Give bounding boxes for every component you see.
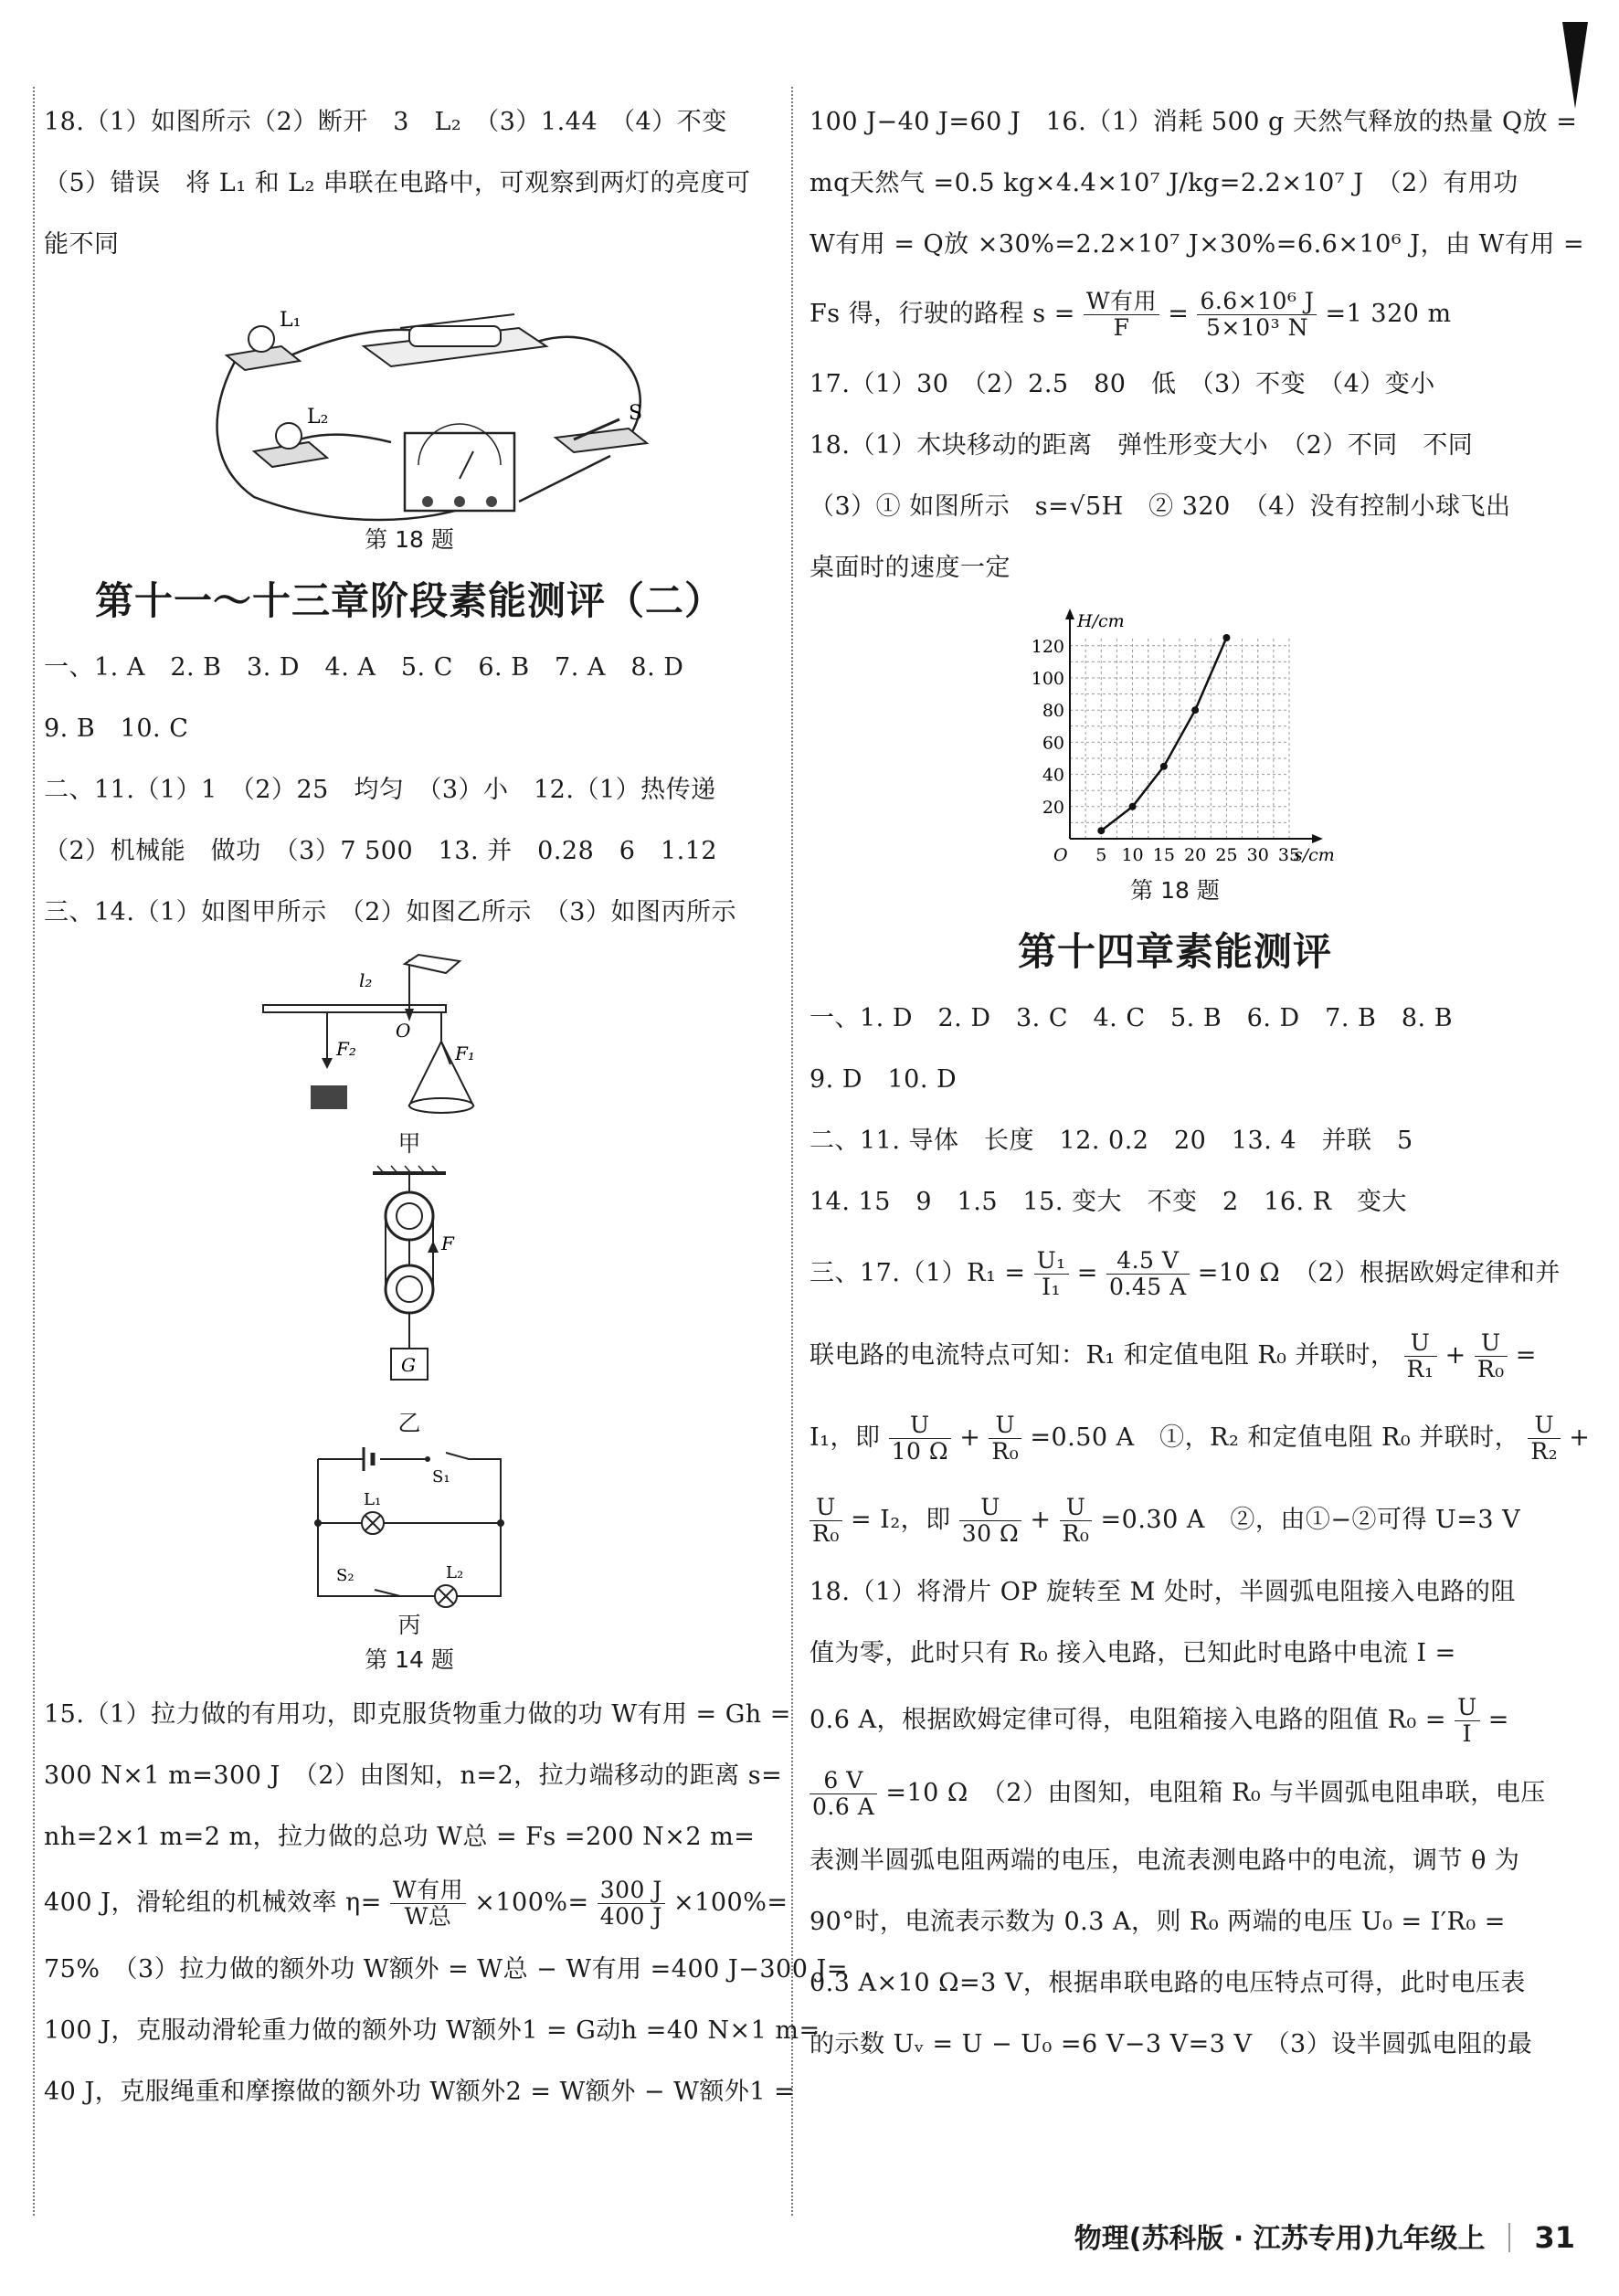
frac-num: 6.6×10⁶ J	[1197, 289, 1317, 315]
q15-line2: 300 N×1 m=300 J （2）由图知，n=2，拉力端移动的距离 s=	[44, 1762, 783, 1790]
q18-answers-1: 18.（1）木块移动的距离 弹性形变大小 （2）不同 不同	[810, 431, 1474, 460]
origin-label: O	[1053, 845, 1068, 865]
y-axis-label: H/cm	[1077, 611, 1125, 631]
frac-num: U	[959, 1495, 1022, 1521]
caption-fig18-right: 第 18 题	[1130, 877, 1220, 904]
q17-answers: 17.（1）30 （2）2.5 80 低 （3）不变 （4）变小	[810, 370, 1435, 398]
circuit-figure-bing	[309, 1445, 510, 1605]
q17-line1	[810, 1233, 1561, 1315]
fraction-u-r0-d	[1060, 1495, 1093, 1547]
y-tick-label: 60	[1042, 733, 1064, 754]
q17-line2	[810, 1315, 1540, 1397]
caption-bing: 丙	[397, 1612, 421, 1638]
q18-line8-ch14: 的示数 Uᵥ = U − U₀ =6 V−3 V=3 V （3）设半圆弧电阻的最	[810, 2030, 1533, 2058]
data-point	[1222, 634, 1230, 641]
frac-den: R₀	[991, 1438, 1020, 1465]
frac-num: W有用	[1084, 289, 1159, 315]
q15-times-2: ×100%=	[673, 1889, 788, 1917]
label-l1-bing: L₁	[364, 1490, 382, 1509]
q17-3-rest: =0.50 A ①，R₂ 和定值电阻 R₀ 并联时，	[1030, 1423, 1520, 1452]
pulley-figure	[336, 1166, 482, 1403]
fraction-u-30	[959, 1495, 1022, 1547]
q15-line5: 75% （3）拉力做的额外功 W额外 = W总 − W有用 =400 J−300 J=	[44, 1955, 848, 1984]
left-margin-line	[33, 87, 35, 2216]
data-point	[1129, 803, 1137, 810]
fill-answers-1: 二、11.（1）1 （2）25 均匀 （3）小 12.（1）热传递	[44, 776, 716, 804]
label-s2: S₂	[336, 1566, 354, 1585]
frac-num: U	[1475, 1330, 1508, 1357]
fraction-u-r0-b	[989, 1413, 1021, 1465]
caption-fig18: 第 18 题	[365, 526, 454, 553]
label-f: F	[441, 1233, 454, 1254]
frac-den: R₁	[1406, 1356, 1434, 1382]
q18-3-eq: =	[1487, 1706, 1509, 1734]
r-line3: W有用 = Q放 ×30%=2.2×10⁷ J×30%=6.6×10⁶ J，由 W有用 =	[810, 230, 1585, 259]
data-point	[1097, 827, 1105, 834]
fraction-w-f	[1084, 289, 1159, 341]
mc-answers-2: 9. B 10. C	[44, 714, 189, 743]
fraction-u-r0	[1475, 1330, 1508, 1382]
frac-num: 4.5 V	[1106, 1248, 1190, 1275]
fraction-values	[1197, 289, 1317, 341]
fraction-u-r1	[1404, 1330, 1437, 1382]
x-tick-label: 25	[1215, 845, 1238, 865]
page-number: 31	[1534, 2220, 1575, 2255]
page-footer	[1074, 2216, 1575, 2256]
frac-den: W总	[404, 1903, 452, 1930]
y-tick-label: 120	[1031, 636, 1064, 657]
frac-num: U	[889, 1413, 952, 1439]
q18-line3-ch14	[810, 1684, 1540, 1757]
r-line1: 100 J−40 J=60 J 16.（1）消耗 500 g 天然气释放的热量 Q放 =	[810, 108, 1578, 136]
caption-fig14: 第 14 题	[365, 1646, 454, 1673]
q17-4-text: = I₂，即	[850, 1506, 951, 1534]
frac-num: 6 V	[810, 1768, 877, 1794]
frac-den: R₂	[1530, 1438, 1559, 1465]
label-f1: F₁	[455, 1042, 475, 1064]
q18-line3: 能不同	[44, 230, 120, 259]
y-tick-label: 20	[1042, 797, 1064, 818]
q17-2-plus: +	[1444, 1341, 1466, 1370]
data-point	[1160, 763, 1168, 770]
q17-4-rest: =0.30 A ②，由①−②可得 U=3 V	[1100, 1506, 1521, 1534]
ch14-fill-2: 14. 15 9 1.5 15. 变大 不变 2 16. R 变大	[810, 1188, 1408, 1216]
q18-answers-2: （3）① 如图所示 s=√5H ② 320 （4）没有控制小球飞出	[810, 492, 1511, 521]
x-tick-label: 15	[1152, 845, 1175, 865]
circuit-figure-18	[153, 282, 665, 520]
book-title: 物理(苏科版 · 江苏专用)九年级上	[1074, 2223, 1486, 2255]
r-line2: mq天然气 =0.5 kg×4.4×10⁷ J/kg=2.2×10⁷ J （2）有用功	[810, 169, 1518, 197]
q15-line1: 15.（1）拉力做的有用功，即克服货物重力做的功 W有用 = Gh =	[44, 1700, 791, 1729]
x-tick-label: 20	[1184, 845, 1207, 865]
label-f2: F₂	[336, 1038, 356, 1060]
q17-line3	[810, 1397, 1591, 1479]
y-tick-label: 100	[1031, 669, 1064, 689]
y-tick-label: 80	[1042, 701, 1064, 722]
column-divider	[791, 87, 793, 2216]
lever-figure	[263, 950, 556, 1124]
r4-text: Fs 得，行驶的路程 s =	[810, 300, 1075, 328]
fraction-w-ratio	[390, 1878, 466, 1930]
q18-line2: （5）错误 将 L₁ 和 L₂ 串联在电路中，可观察到两灯的亮度可	[44, 169, 751, 197]
label-o: O	[396, 1020, 411, 1042]
frac-den: 0.6 A	[812, 1793, 875, 1820]
q17-2-eq: =	[1515, 1341, 1537, 1370]
ch14-mc-2: 9. D 10. D	[810, 1065, 958, 1094]
label-l1: L₁	[280, 309, 302, 332]
footer-separator	[1508, 2223, 1510, 2252]
q17-3-plus2: +	[1569, 1423, 1591, 1452]
frac-den: R₀	[1476, 1356, 1505, 1382]
q18-line5-ch14: 表测半圆弧电阻两端的电压，电流表测电路中的电流，调节 θ 为	[810, 1846, 1520, 1875]
frac-num: U	[1404, 1330, 1437, 1357]
fraction-u-r2	[1528, 1413, 1561, 1465]
frac-num: W有用	[390, 1878, 466, 1904]
x-axis-label: s/cm	[1294, 845, 1335, 865]
frac-den: 30 Ω	[961, 1520, 1020, 1547]
frac-num: U	[989, 1413, 1021, 1439]
y-tick-label: 40	[1042, 765, 1064, 786]
r4-result: =1 320 m	[1325, 300, 1452, 328]
caption-jia: 甲	[397, 1130, 421, 1157]
corner-mark	[1562, 22, 1588, 109]
q15-times: ×100%=	[474, 1889, 589, 1917]
x-tick-label: 10	[1121, 845, 1144, 865]
x-tick-label: 30	[1246, 845, 1269, 865]
mc-answers-1: 一、1. A 2. B 3. D 4. A 5. C 6. B 7. A 8. D	[44, 653, 684, 682]
frac-den: I₁	[1042, 1274, 1062, 1300]
q18-line1-ch14: 18.（1）将滑片 OP 旋转至 M 处时，半圆弧电阻接入电路的阻	[810, 1578, 1516, 1606]
label-l2: L₂	[307, 406, 329, 429]
q17-line4	[810, 1479, 1540, 1561]
caption-yi: 乙	[397, 1410, 421, 1436]
frac-den: 5×10³ N	[1205, 314, 1308, 341]
q18-line2-ch14: 值为零，此时只有 R₀ 接入电路，已知此时电路中电流 I =	[810, 1639, 1456, 1667]
frac-num: U	[1528, 1413, 1561, 1439]
fraction-u-10	[889, 1413, 952, 1465]
fraction-u1-i1	[1034, 1248, 1069, 1300]
fraction-u-r0-c	[810, 1495, 842, 1547]
q17-3-text: I₁，即	[810, 1423, 881, 1452]
label-s1: S₁	[432, 1467, 450, 1487]
h-s-chart	[1020, 606, 1335, 871]
fraction-6v	[810, 1768, 877, 1820]
q18-line1: 18.（1）如图所示（2）断开 3 L₂ （3）1.44 （4）不变	[44, 108, 727, 136]
drawing-answers: 三、14.（1）如图甲所示 （2）如图乙所示 （3）如图丙所示	[44, 898, 736, 926]
q17-4-plus: +	[1030, 1506, 1052, 1534]
r-line4	[810, 275, 1540, 354]
q17-2-text: 联电路的电流特点可知：R₁ 和定值电阻 R₀ 并联时，	[810, 1341, 1396, 1370]
x-axis-arrow	[1312, 834, 1323, 843]
label-g: G	[401, 1354, 416, 1376]
frac-den: 10 Ω	[891, 1438, 949, 1465]
frac-den: I	[1462, 1720, 1473, 1747]
ch14-mc-1: 一、1. D 2. D 3. C 4. C 5. B 6. D 7. B 8. B	[810, 1004, 1454, 1032]
data-point	[1191, 706, 1199, 714]
q18-line7-ch14: 0.3 A×10 Ω=3 V，根据串联电路的电压特点可得，此时电压表	[810, 1969, 1526, 1997]
q18-3-text: 0.6 A，根据欧姆定律可得，电阻箱接入电路的阻值 R₀ =	[810, 1706, 1446, 1734]
q17-3-plus: +	[959, 1423, 981, 1452]
frac-num: U	[1060, 1495, 1093, 1521]
q18-line4-ch14	[810, 1757, 1546, 1830]
q15-efficiency-text: 400 J，滑轮组的机械效率 η=	[44, 1889, 382, 1917]
label-l2-bing: L₂	[446, 1563, 464, 1582]
frac-num: U	[1455, 1695, 1480, 1721]
frac-num: U₁	[1034, 1248, 1069, 1275]
frac-num: U	[810, 1495, 842, 1521]
frac-num: 300 J	[598, 1878, 665, 1904]
q15-line4	[44, 1867, 788, 1939]
frac-den: R₀	[1062, 1520, 1090, 1547]
x-tick-label: 35	[1277, 845, 1301, 865]
q17-1-eq: =	[1076, 1259, 1098, 1287]
q15-line6: 100 J，克服动滑轮重力做的额外功 W额外1 = G动h =40 N×1 m=	[44, 2016, 820, 2045]
fraction-u-i	[1455, 1695, 1480, 1747]
frac-den: F	[1113, 314, 1130, 341]
label-l2-arm: l₂	[359, 969, 373, 991]
fraction-j-ratio	[598, 1878, 665, 1930]
label-s: S	[629, 402, 643, 425]
q18-answers-3: 桌面时的速度一定	[810, 554, 1011, 582]
r4-eq: =	[1168, 300, 1190, 328]
fraction-values-q17	[1106, 1248, 1190, 1300]
q18-4-rest: =10 Ω （2）由图知，电阻箱 R₀ 与半圆弧电阻串联，电压	[885, 1779, 1546, 1807]
section-heading-stage-test: 第十一～十三章阶段素能测评（二）	[94, 578, 724, 623]
ch14-fill-1: 二、11. 导体 长度 12. 0.2 20 13. 4 并联 5	[810, 1127, 1413, 1155]
frac-den: 400 J	[599, 1903, 662, 1930]
right-column	[810, 91, 1591, 2075]
q17-1-text: 三、17.（1）R₁ =	[810, 1259, 1026, 1287]
q17-1-rest: =10 Ω （2）根据欧姆定律和并	[1197, 1259, 1561, 1287]
frac-den: 0.45 A	[1108, 1274, 1187, 1300]
section-heading-ch14: 第十四章素能测评	[1017, 929, 1332, 974]
q18-line6-ch14: 90°时，电流表示数为 0.3 A，则 R₀ 两端的电压 U₀ = I′R₀ =	[810, 1908, 1506, 1936]
fill-answers-2: （2）机械能 做功 （3）7 500 13. 并 0.28 6 1.12	[44, 837, 718, 865]
frac-den: R₀	[812, 1520, 840, 1547]
y-axis-arrow	[1065, 608, 1074, 619]
q15-line3: nh=2×1 m=2 m，拉力做的总功 W总 = Fs =200 N×2 m=	[44, 1823, 756, 1851]
q15-line7: 40 J，克服绳重和摩擦做的额外功 W额外2 = W额外 − W额外1 =	[44, 2078, 796, 2106]
x-tick-label: 5	[1095, 845, 1107, 865]
